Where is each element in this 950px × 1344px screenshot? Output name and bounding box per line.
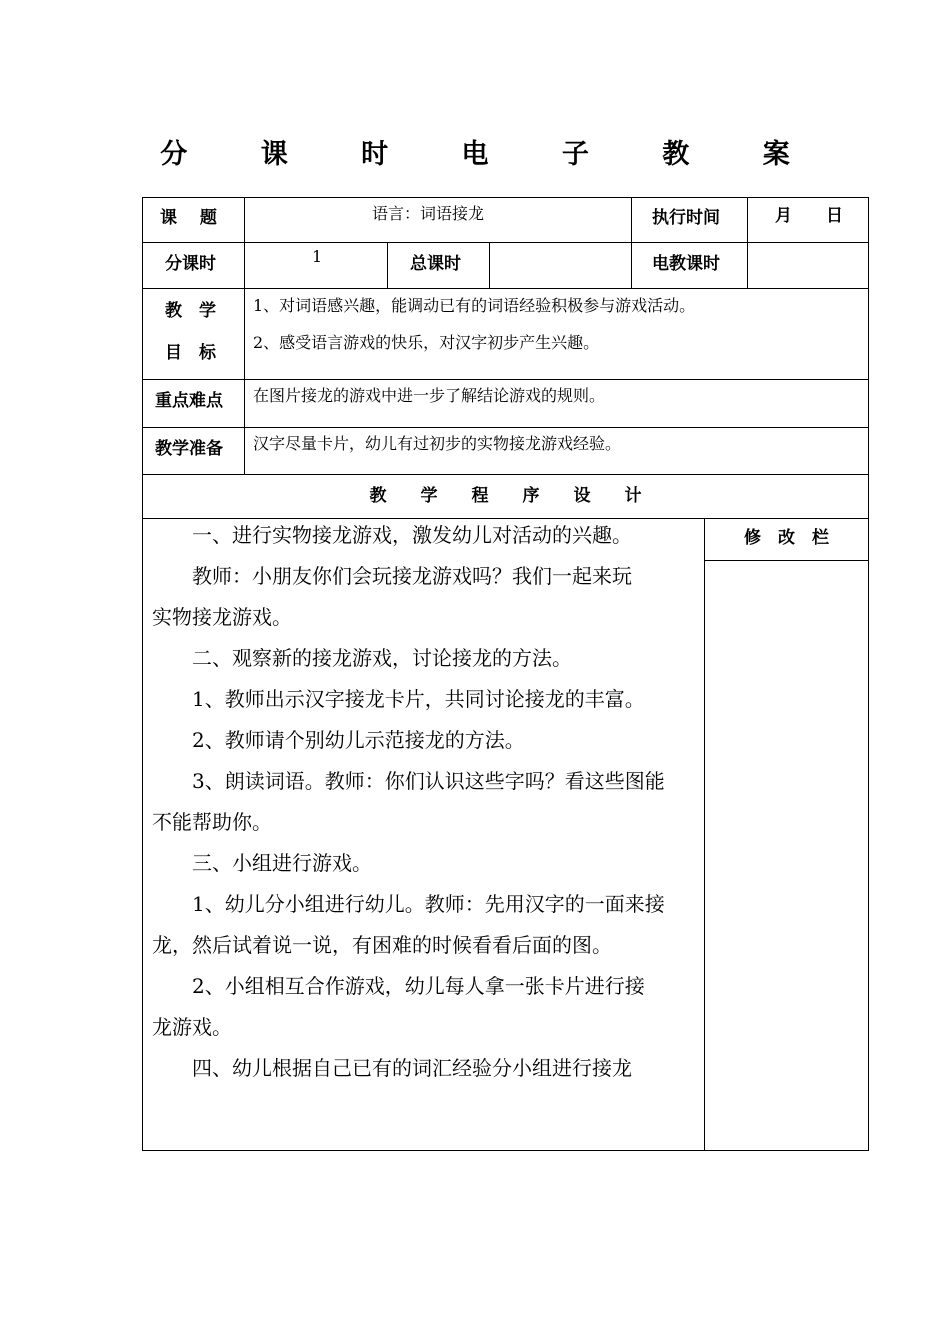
lesson-label: 分课时 xyxy=(165,254,216,274)
exec-time-value: 月 日 xyxy=(775,206,843,226)
table-border-top xyxy=(142,197,869,198)
procedure-line: 龙，然后试着说一说，有困难的时候看看后面的图。 xyxy=(152,933,612,957)
column-divider xyxy=(387,242,388,288)
table-border-bottom xyxy=(142,1150,869,1151)
column-divider xyxy=(631,197,632,288)
table-row-divider xyxy=(142,242,869,243)
procedure-line: 3、朗读词语。教师：你们认识这些字吗？看这些图能 xyxy=(152,769,665,793)
procedure-line: 教师：小朋友你们会玩接龙游戏吗？我们一起来玩 xyxy=(152,564,632,588)
key-points-label: 重点难点 xyxy=(155,391,223,411)
procedure-line: 2、教师请个别幼儿示范接龙的方法。 xyxy=(152,728,525,752)
procedure-line: 1、教师出示汉字接龙卡片，共同讨论接龙的丰富。 xyxy=(152,687,645,711)
procedure-line: 二、观察新的接龙游戏，讨论接龙的方法。 xyxy=(152,646,572,670)
procedure-line: 龙游戏。 xyxy=(152,1015,232,1039)
goals-label-line1: 教 学 xyxy=(165,301,216,321)
preparation-label: 教学准备 xyxy=(155,439,223,459)
key-points-value: 在图片接龙的游戏中进一步了解结论游戏的规则。 xyxy=(253,386,606,405)
procedure-line: 实物接龙游戏。 xyxy=(152,605,292,629)
procedure-line: 三、小组进行游戏。 xyxy=(152,851,372,875)
table-row-divider xyxy=(142,474,869,475)
goal-item: 1、对词语感兴趣，能调动已有的词语经验积极参与游戏活动。 xyxy=(253,296,696,315)
label-column-divider xyxy=(244,197,245,474)
revision-column-divider xyxy=(704,518,705,1151)
revision-header-divider xyxy=(704,560,869,561)
topic-label: 课 题 xyxy=(160,208,217,228)
table-border-left xyxy=(142,197,143,1151)
topic-value: 语言：词语接龙 xyxy=(372,204,485,223)
goal-item: 2、感受语言游戏的快乐，对汉字初步产生兴趣。 xyxy=(253,333,600,352)
av-lessons-label: 电教课时 xyxy=(652,254,720,274)
column-divider xyxy=(747,197,748,288)
total-lessons-label: 总课时 xyxy=(410,254,461,274)
revision-label: 修 改 栏 xyxy=(744,528,829,548)
procedure-line: 不能帮助你。 xyxy=(152,810,272,834)
table-border-right xyxy=(868,197,869,1151)
table-row-divider xyxy=(142,427,869,428)
lesson-value: 1 xyxy=(312,247,323,266)
procedure-line: 1、幼儿分小组进行幼儿。教师：先用汉字的一面来接 xyxy=(152,892,665,916)
goals-label-line2: 目 标 xyxy=(165,343,216,363)
procedure-line: 四、幼儿根据自己已有的词汇经验分小组进行接龙 xyxy=(152,1056,632,1080)
column-divider xyxy=(489,242,490,288)
table-row-divider xyxy=(142,379,869,380)
procedure-heading: 教 学 程 序 设 计 xyxy=(369,486,642,506)
procedure-line: 2、小组相互合作游戏，幼儿每人拿一张卡片进行接 xyxy=(152,974,645,998)
page-title: 分 课 时 电 子 教 案 xyxy=(160,139,822,170)
procedure-line: 一、进行实物接龙游戏，激发幼儿对活动的兴趣。 xyxy=(152,523,632,547)
preparation-value: 汉字尽量卡片，幼儿有过初步的实物接龙游戏经验。 xyxy=(253,434,622,453)
exec-time-label: 执行时间 xyxy=(652,208,720,228)
table-row-divider xyxy=(142,288,869,289)
